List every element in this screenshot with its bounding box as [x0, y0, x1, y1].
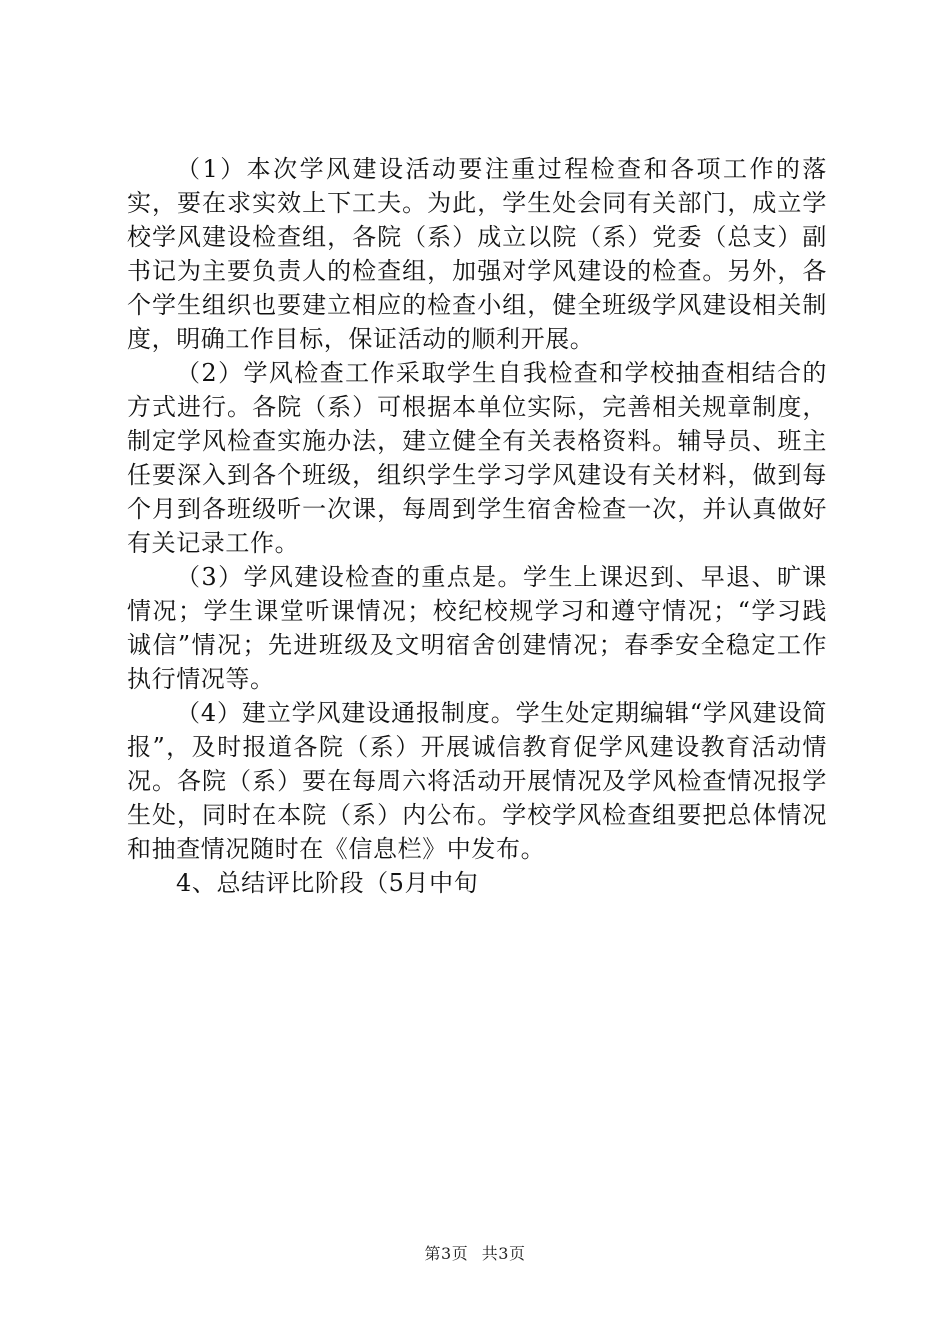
- paragraph-item-2: （2）学风检查工作采取学生自我检查和学校抽查相结合的方式进行。各院（系）可根据本单位实际，完善相关规章制度，制定学风检查实施办法，建立健全有关表格资料。辅导员、班主任要深入到各个班级，组织学生学习学风建设有关材料，做到每个月到各班级听一次课，每周到学生宿舍检查一次，并认真做好有关记录工作。: [127, 359, 827, 557]
- paragraph-item-4: （4）建立学风建设通报制度。学生处定期编辑“学风建设简报”，及时报道各院（系）开展诚信教育促学风建设教育活动情况。各院（系）要在每周六将活动开展情况及学风检查情况报学生处，同时在本院（系）内公布。学校学风检查组要把总体情况和抽查情况随时在《信息栏》中发布。: [127, 699, 827, 863]
- page-number-current: 第3页: [424, 1244, 469, 1263]
- page-footer: [0, 1241, 950, 1264]
- paragraph-item-3: （3）学风建设检查的重点是。学生上课迟到、早退、旷课情况；学生课堂听课情况；校纪校规学习和遵守情况；“学习践诚信”情况；先进班级及文明宿舍创建情况；春季安全稳定工作执行情况等。: [127, 563, 827, 693]
- section-heading-summary: 4、总结评比阶段（5月中旬: [176, 869, 479, 897]
- page-number-total: 共3页: [481, 1244, 526, 1263]
- document-body: [127, 152, 827, 900]
- paragraph-item-1: （1）本次学风建设活动要注重过程检查和各项工作的落实，要在求实效上下工夫。为此，学生处会同有关部门，成立学校学风建设检查组，各院（系）成立以院（系）党委（总支）副书记为主要负责人的检查组，加强对学风建设的检查。另外，各个学生组织也要建立相应的检查小组，健全班级学风建设相关制度，明确工作目标，保证活动的顺利开展。: [127, 155, 827, 353]
